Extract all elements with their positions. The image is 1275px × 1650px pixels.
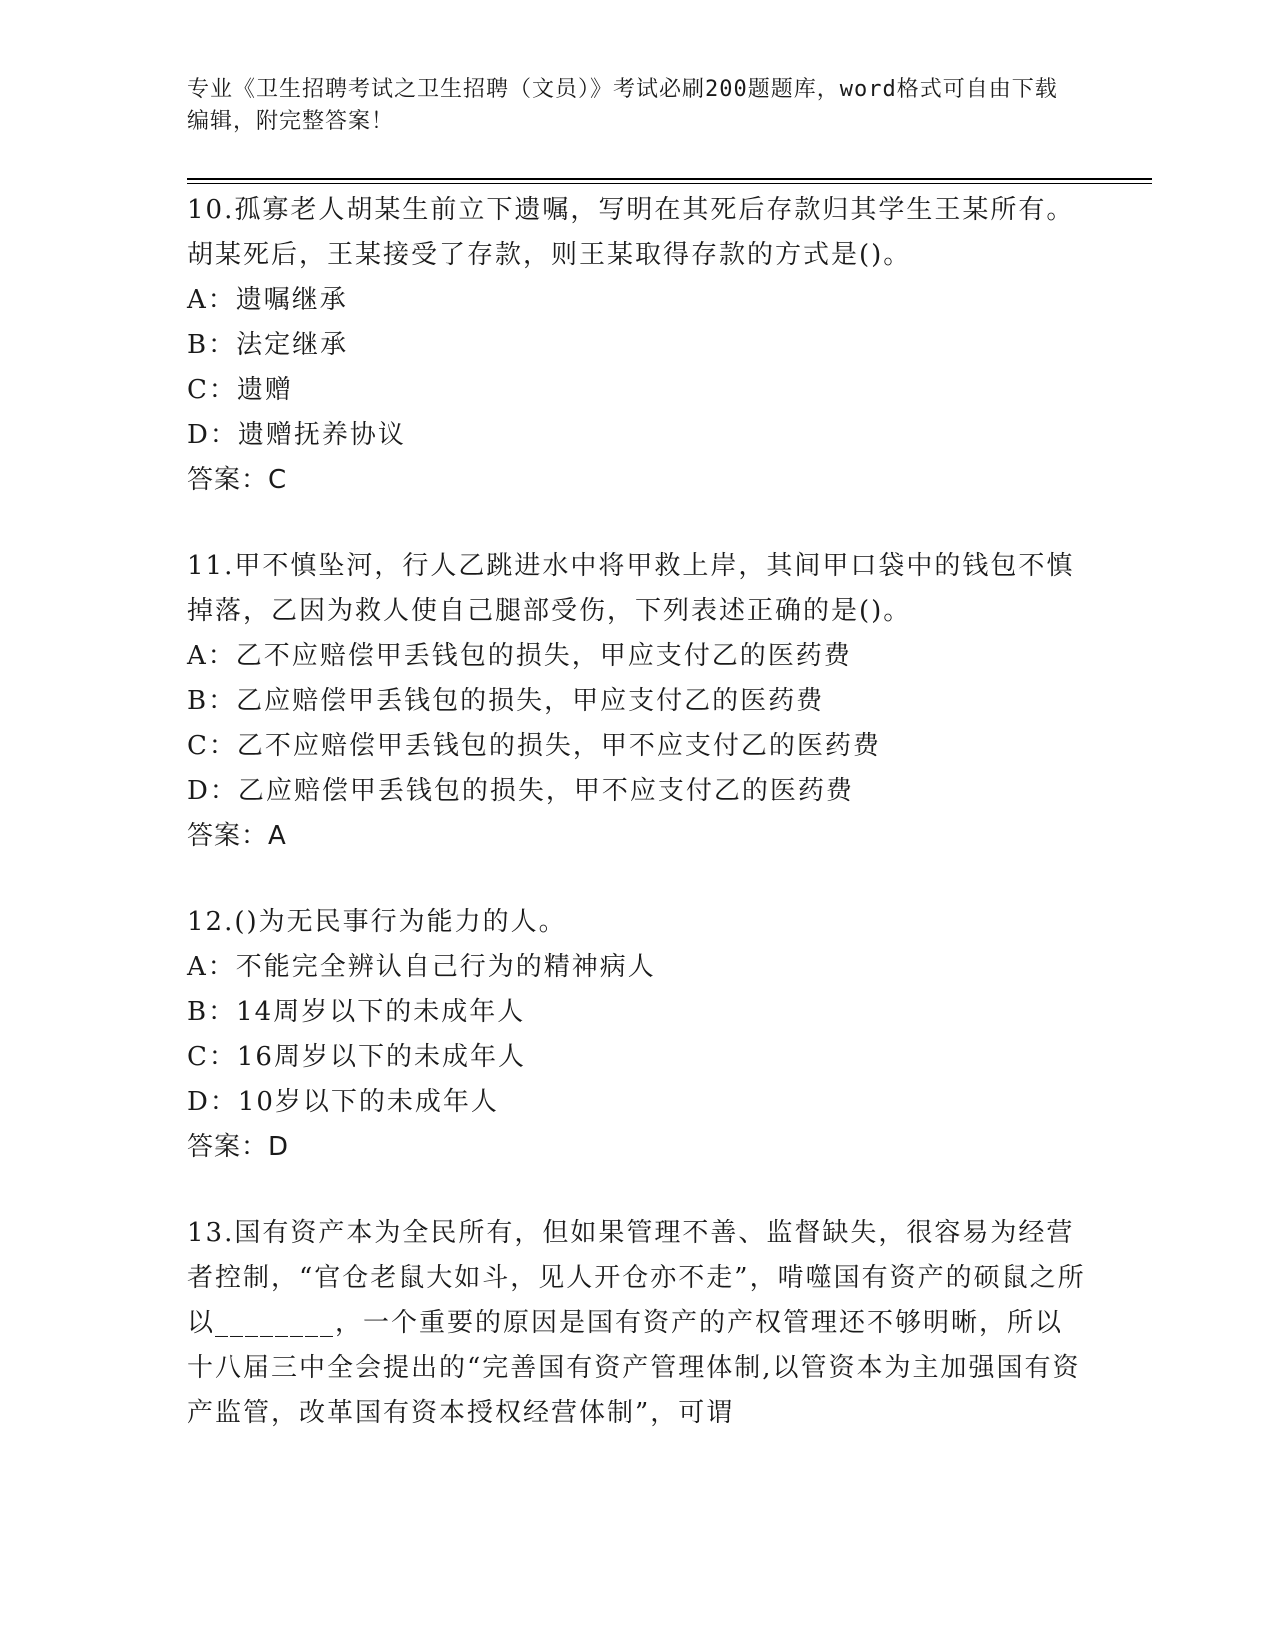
- answer: 答案：C: [187, 465, 288, 495]
- option-c: C：16周岁以下的未成年人: [187, 1042, 526, 1072]
- question-11: [187, 544, 1087, 859]
- option-d: D：乙应赔偿甲丢钱包的损失，甲不应支付乙的医药费: [187, 776, 854, 806]
- header-divider-thin: [187, 183, 1152, 184]
- option-b: B：14周岁以下的未成年人: [187, 997, 526, 1027]
- option-b: B：乙应赔偿甲丢钱包的损失，甲应支付乙的医药费: [187, 686, 825, 716]
- question-12: [187, 900, 1087, 1170]
- question-text: 13.国有资产本为全民所有，但如果管理不善、监督缺失，很容易为经营者控制，“官仓老鼠大如斗，见人开仓亦不走”，啃噬国有资产的硕鼠之所以________，一个重要的原因是国有资产的产权管理还不够明晰，所以十八届三中全会提出的“完善国有资产管理体制,以管资本为主加强国有资产监管，改革国有资本授权经营体制”，可谓: [187, 1218, 1086, 1428]
- question-text: 11.甲不慎坠河，行人乙跳进水中将甲救上岸，其间甲口袋中的钱包不慎掉落，乙因为救人使自己腿部受伤，下列表述正确的是()。: [187, 551, 1075, 626]
- header-divider-thick: [187, 178, 1152, 180]
- option-b: B：法定继承: [187, 330, 349, 360]
- question-text: 10.孤寡老人胡某生前立下遗嘱，写明在其死后存款归其学生王某所有。胡某死后，王某接受了存款，则王某取得存款的方式是()。: [187, 195, 1075, 270]
- option-a: A：遗嘱继承: [187, 285, 348, 315]
- question-10: [187, 188, 1087, 503]
- question-list: [187, 188, 1087, 1477]
- question-text: 12.()为无民事行为能力的人。: [187, 907, 567, 937]
- option-c: C：乙不应赔偿甲丢钱包的损失，甲不应支付乙的医药费: [187, 731, 881, 761]
- option-d: D：遗赠抚养协议: [187, 420, 406, 450]
- option-c: C：遗赠: [187, 375, 293, 405]
- option-a: A：乙不应赔偿甲丢钱包的损失，甲应支付乙的医药费: [187, 641, 852, 671]
- option-d: D：10岁以下的未成年人: [187, 1087, 499, 1117]
- question-13: [187, 1211, 1087, 1436]
- document-header: 专业《卫生招聘考试之卫生招聘（文员）》考试必刷200题题库，word格式可自由下载编辑，附完整答案！: [187, 77, 1058, 134]
- option-a: A：不能完全辨认自己行为的精神病人: [187, 952, 656, 982]
- answer: 答案：D: [187, 1132, 290, 1162]
- answer: 答案：A: [187, 821, 287, 851]
